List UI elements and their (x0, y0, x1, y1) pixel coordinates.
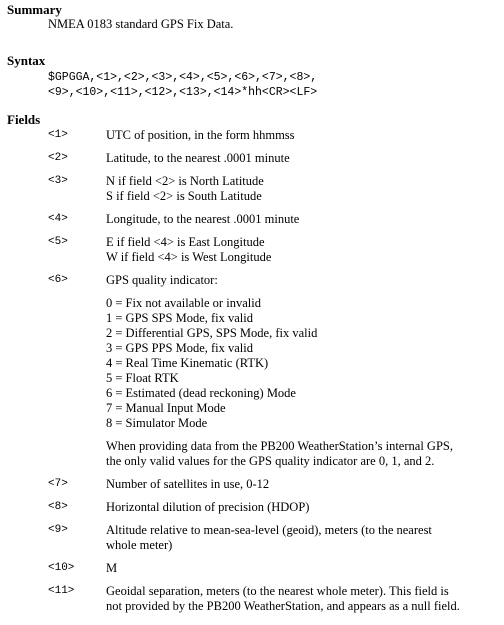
field-description (106, 584, 496, 614)
quality-value-item: 6 = Estimated (dead reckoning) Mode (106, 386, 296, 400)
quality-value-item: 4 = Real Time Kinematic (RTK) (106, 356, 269, 370)
syntax-line-2: <9>,<10>,<11>,<12>,<13>,<14>*hh<CR><LF> (48, 86, 318, 99)
field-row (0, 235, 504, 265)
field-desc-line: S if field <2> is South Latitude (106, 189, 262, 203)
field-description (106, 273, 496, 469)
field-row (0, 523, 504, 553)
field-tag: <6> (48, 274, 68, 286)
field-desc-line: Latitude, to the nearest .0001 minute (106, 151, 290, 165)
summary-text: NMEA 0183 standard GPS Fix Data. (48, 17, 234, 31)
field-description (106, 174, 496, 204)
field-desc-line: Longitude, to the nearest .0001 minute (106, 212, 300, 226)
field-description (106, 128, 496, 143)
field-description (106, 523, 496, 553)
quality-value-item: 1 = GPS SPS Mode, fix valid (106, 311, 254, 325)
field-description (106, 561, 496, 576)
quality-value-item: 0 = Fix not available or invalid (106, 296, 261, 310)
field-row (0, 151, 504, 166)
field-desc-line: whole meter) (106, 538, 173, 552)
quality-value-item: 2 = Differential GPS, SPS Mode, fix valid (106, 326, 318, 340)
field-row (0, 500, 504, 515)
field-tag: <9> (48, 524, 68, 536)
quality-note (106, 439, 496, 469)
syntax-line-1: $GPGGA,<1>,<2>,<3>,<4>,<5>,<6>,<7>,<8>, (48, 71, 318, 84)
fields-heading: Fields (7, 112, 41, 127)
field-tag: <3> (48, 175, 68, 187)
field-tag: <11> (48, 585, 75, 597)
field-description (106, 151, 496, 166)
field-desc-line: Altitude relative to mean-sea-level (geoid), meters (to the nearest (106, 523, 432, 537)
quality-value-item: 8 = Simulator Mode (106, 416, 208, 430)
field-tag: <4> (48, 213, 68, 225)
field-desc-line: Horizontal dilution of precision (HDOP) (106, 500, 310, 514)
field-row (0, 561, 504, 576)
field-tag: <8> (48, 501, 68, 513)
field-row (0, 174, 504, 204)
field-row (0, 212, 504, 227)
field-desc-line: M (106, 561, 118, 575)
field-row (0, 477, 504, 492)
field-row (0, 128, 504, 143)
quality-value-item: 7 = Manual Input Mode (106, 401, 226, 415)
syntax-heading: Syntax (7, 53, 46, 68)
syntax-block (48, 70, 317, 100)
field-tag: <10> (48, 562, 75, 574)
field-tag: <1> (48, 129, 68, 141)
field-tag: <5> (48, 236, 68, 248)
field-row (0, 273, 504, 469)
field-description (106, 235, 496, 265)
field-desc-line: W if field <4> is West Longitude (106, 250, 272, 264)
field-desc-line: E if field <4> is East Longitude (106, 235, 265, 249)
field-desc-line: GPS quality indicator: (106, 273, 218, 287)
field-row (0, 584, 504, 614)
quality-values-list (106, 296, 496, 431)
note-line: When providing data from the PB200 WeatherStation’s internal GPS, (106, 439, 453, 453)
field-desc-line: Geoidal separation, meters (to the nearest whole meter). This field is (106, 584, 449, 598)
field-description (106, 500, 496, 515)
field-tag: <7> (48, 478, 68, 490)
field-desc-line: Number of satellites in use, 0-12 (106, 477, 270, 491)
quality-value-item: 5 = Float RTK (106, 371, 179, 385)
field-desc-line: N if field <2> is North Latitude (106, 174, 264, 188)
field-description (106, 212, 496, 227)
fields-list (0, 128, 504, 614)
field-description (106, 477, 496, 492)
field-desc-line: UTC of position, in the form hhmmss (106, 128, 295, 142)
field-tag: <2> (48, 152, 68, 164)
quality-value-item: 3 = GPS PPS Mode, fix valid (106, 341, 254, 355)
field-desc-line: not provided by the PB200 WeatherStation, and appears as a null field. (106, 599, 460, 613)
note-line: the only valid values for the GPS quality indicator are 0, 1, and 2. (106, 454, 435, 468)
summary-heading: Summary (7, 2, 62, 17)
